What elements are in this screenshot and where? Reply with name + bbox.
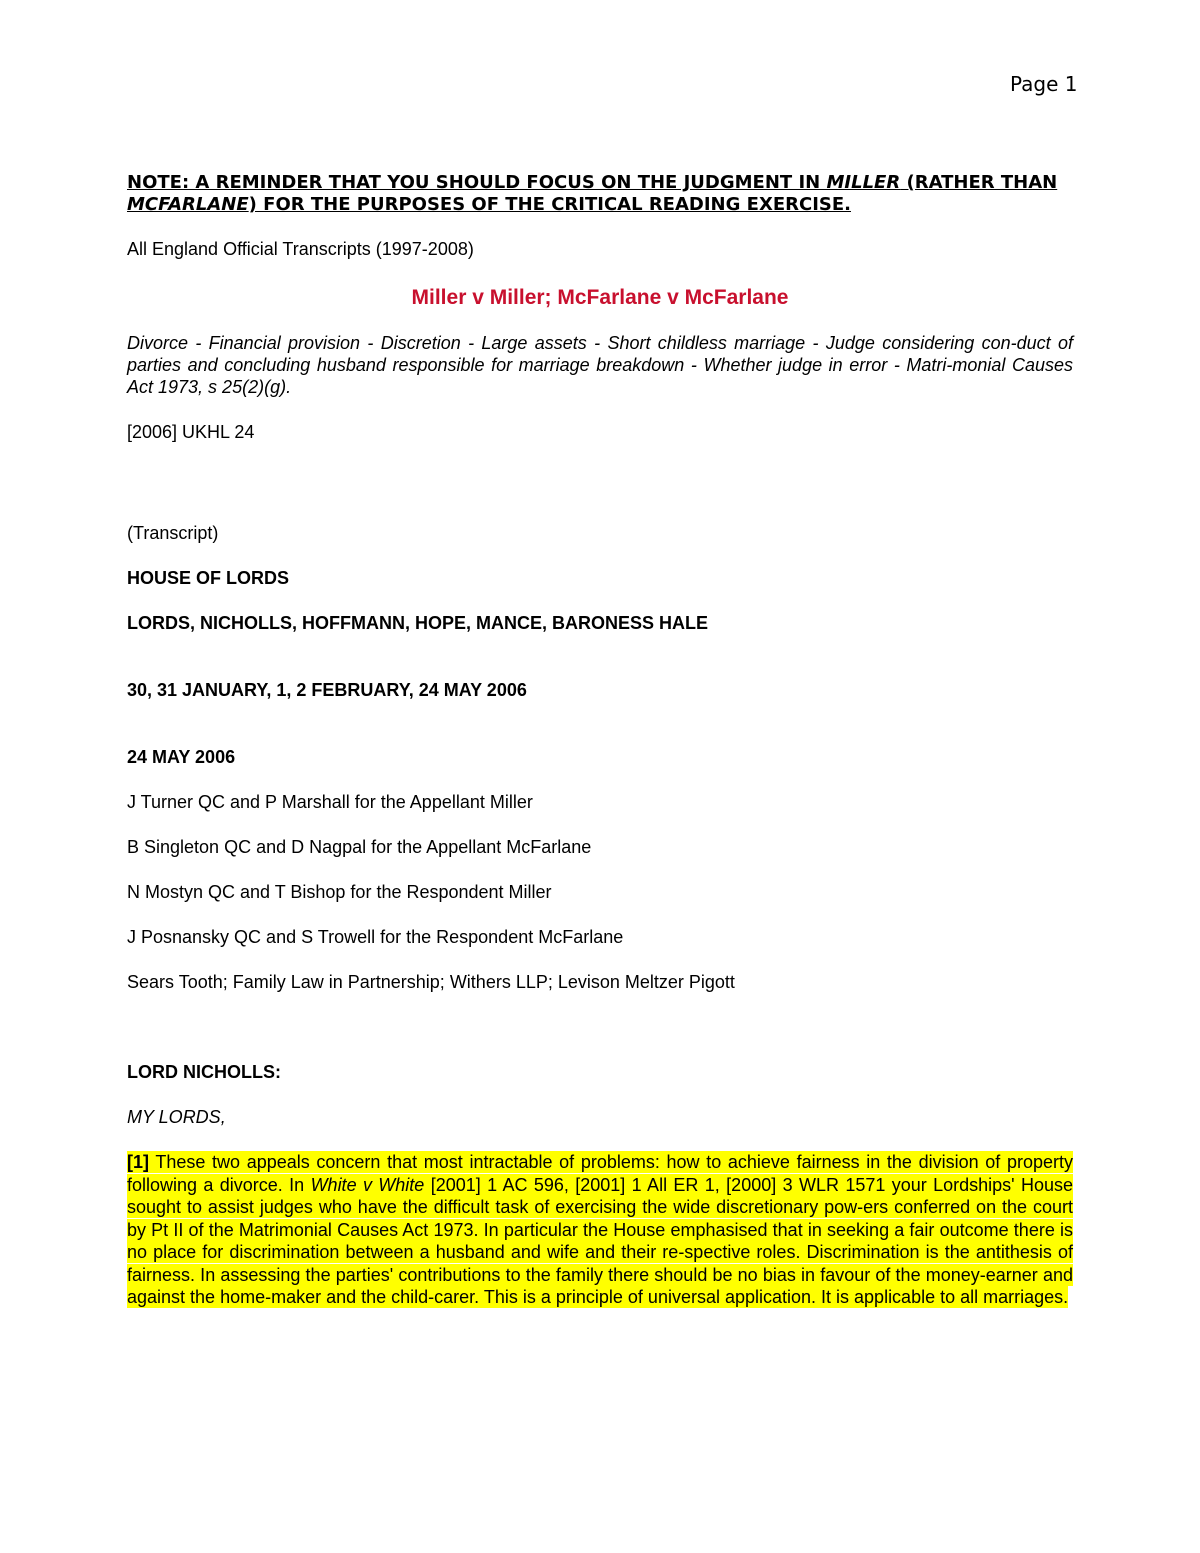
solicitors-line: Sears Tooth; Family Law in Partnership; Withers LLP; Levison Meltzer Pigott bbox=[127, 972, 735, 992]
note-mcfarlane: MCFARLANE bbox=[127, 194, 249, 215]
document-body bbox=[127, 172, 1073, 1309]
case-title: Miller v Miller; McFarlane v McFarlane bbox=[411, 286, 789, 309]
hearing-dates: 30, 31 JANUARY, 1, 2 FEBRUARY, 24 MAY 2006 bbox=[127, 680, 527, 700]
speaker-heading: LORD NICHOLLS: bbox=[127, 1062, 281, 1082]
note-text-3: ) FOR THE PURPOSES OF THE CRITICAL READING EXERCISE. bbox=[248, 194, 851, 215]
paragraph-text-b: [2001] 1 AC 596, [2001] 1 All ER 1, [2000] 3 WLR 1571 your Lordships' House sought to assist judges who have the difficult task of exercising the wide discretionary pow-ers conferred on the court by Pt II of the Matrimonial Causes Act 1973. In particular the House emphasised that in seeking a fair outcome there is no place for discrimination between a husband and wife and their re-spective roles. Discrimination is the antithesis of fairness. In assessing the parties' contributions to the family there should be no bias in favour of the money-earner and against the home-maker and the child-carer. This is a principle of universal application. It is applicable to all marriages. bbox=[127, 1174, 1074, 1307]
counsel-line: J Turner QC and P Marshall for the Appellant Miller bbox=[127, 792, 533, 812]
catchwords: Divorce - Financial provision - Discretion - Large assets - Short childless marriage - Judge considering con-duct of parties and concluding husband responsible for marriage breakdown - Whether judge in error - Matri-monial Causes Act 1973, s 25(2)(g). bbox=[127, 333, 1073, 397]
judges-list: LORDS, NICHOLLS, HOFFMANN, HOPE, MANCE, BARONESS HALE bbox=[127, 613, 709, 633]
court-name: HOUSE OF LORDS bbox=[127, 568, 290, 588]
case-reference: White v White bbox=[310, 1174, 425, 1195]
reading-note bbox=[127, 172, 1073, 216]
judgment-date: 24 MAY 2006 bbox=[127, 747, 236, 767]
citation: [2006] UKHL 24 bbox=[127, 422, 255, 442]
paragraph-1 bbox=[127, 1151, 1073, 1309]
page-number: Page 1 bbox=[1010, 72, 1078, 96]
paragraph-text-a: These two appeals concern that most intractable of problems: how to achieve fairness in the division of property following a divorce. In bbox=[127, 1152, 1073, 1195]
paragraph-number: [1] bbox=[127, 1152, 149, 1172]
highlighted-text bbox=[127, 1151, 1073, 1308]
source-line: All England Official Transcripts (1997-2008) bbox=[127, 239, 474, 259]
transcript-label: (Transcript) bbox=[127, 523, 219, 543]
salutation: MY LORDS, bbox=[127, 1107, 226, 1127]
note-text-2: (RATHER THAN bbox=[900, 172, 1058, 193]
note-text-1: NOTE: A REMINDER THAT YOU SHOULD FOCUS ON THE JUDGMENT IN bbox=[127, 172, 827, 193]
note-miller: MILLER bbox=[826, 172, 901, 193]
counsel-line: B Singleton QC and D Nagpal for the Appellant McFarlane bbox=[127, 837, 592, 857]
counsel-line: J Posnansky QC and S Trowell for the Respondent McFarlane bbox=[127, 927, 624, 947]
counsel-line: N Mostyn QC and T Bishop for the Respondent Miller bbox=[127, 882, 552, 902]
